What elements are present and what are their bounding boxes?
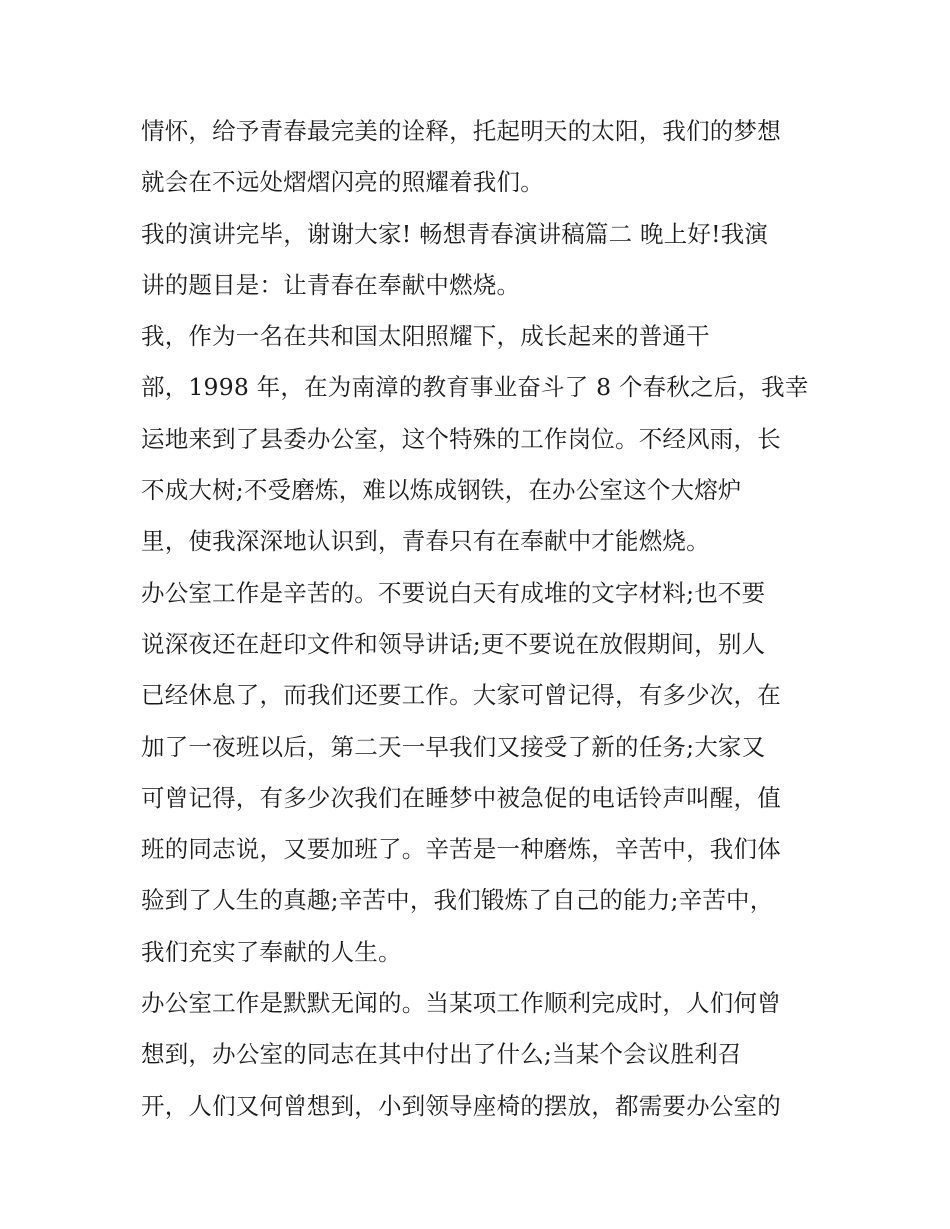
text-line: 运地来到了县委办公室，这个特殊的工作岗位。不经风雨，长 (141, 424, 781, 453)
text-line: 说深夜还在赶印文件和领导讲话;更不要说在放假期间，别人 (141, 629, 766, 658)
text-line: 验到了人生的真趣;辛苦中，我们锻炼了自己的能力;辛苦中， (141, 886, 774, 915)
text-line: 加了一夜班以后，第二天一早我们又接受了新的任务;大家又 (141, 732, 766, 761)
text-line: 开，人们又何曾想到，小到领导座椅的摆放，都需要办公室的 (141, 1091, 781, 1120)
text-line: 办公室工作是辛苦的。不要说白天有成堆的文字材料;也不要 (141, 578, 766, 607)
text-line: 想到，办公室的同志在其中付出了什么;当某个会议胜利召 (141, 1040, 742, 1069)
text-line: 可曾记得，有多少次我们在睡梦中被急促的电话铃声叫醒，值 (141, 783, 781, 812)
text-line: 已经休息了，而我们还要工作。大家可曾记得，有多少次，在 (141, 681, 781, 710)
text-line: 讲的题目是：让青春在奉献中燃烧。 (141, 270, 521, 299)
text-line: 里，使我深深地认识到，青春只有在奉献中才能燃烧。 (141, 527, 710, 556)
text-line: 情怀，给予青春最完美的诠释，托起明天的太阳，我们的梦想 (141, 117, 781, 145)
body-text (141, 112, 821, 1138)
text-line: 就会在不远处熠熠闪亮的照耀着我们。 (141, 168, 544, 197)
text-line: 不成大树;不受磨炼，难以炼成钢铁，在办公室这个大熔炉 (141, 476, 742, 505)
text-line: 办公室工作是默默无闻的。当某项工作顺利完成时，人们何曾 (141, 989, 781, 1018)
text-line: 我们充实了奉献的人生。 (141, 937, 402, 966)
text-line: 班的同志说，又要加班了。辛苦是一种磨炼，辛苦中，我们体 (141, 835, 781, 864)
text-line: 我，作为一名在共和国太阳照耀下，成长起来的普通干 (141, 322, 710, 351)
text-line: 我的演讲完毕，谢谢大家! 畅想青春演讲稿篇二 晚上好!我演 (141, 219, 769, 248)
text-line: 部，1998 年，在为南漳的教育事业奋斗了 8 个春秋之后，我幸 (141, 373, 809, 402)
